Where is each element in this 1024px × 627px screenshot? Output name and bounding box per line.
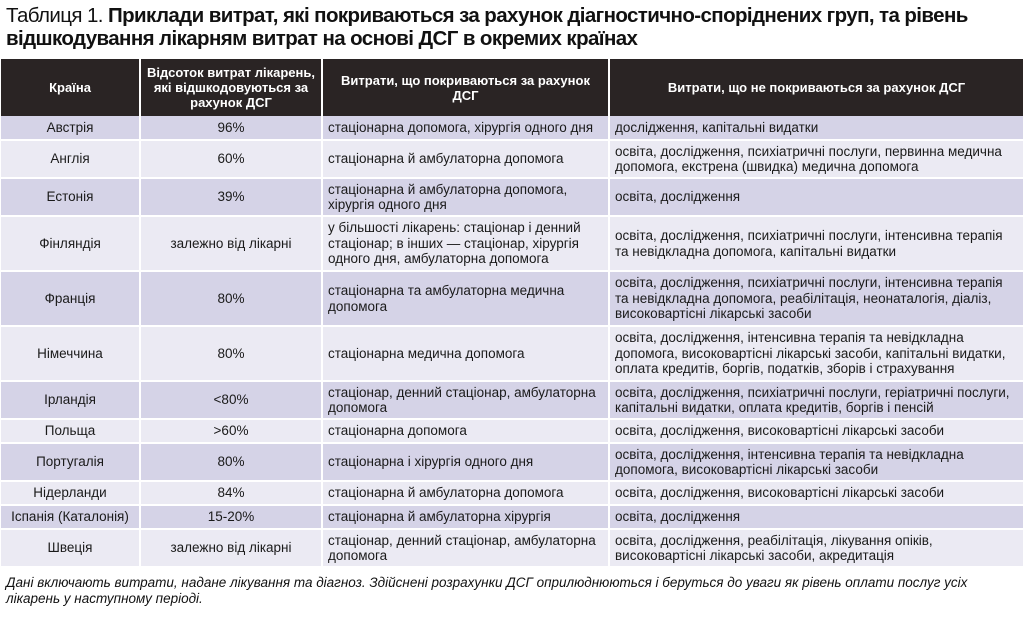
cell-not-covered: освіта, дослідження, інтенсивна терапія та невідкладна допомога, високовартісні лікарські засоби (609, 443, 1023, 481)
cell-covered: стаціонарна допомога (322, 419, 609, 443)
cell-percent: залежно від лікарні (140, 529, 322, 567)
cell-covered: стаціонарна та амбулаторна медична допомога (322, 271, 609, 326)
table-row (1, 140, 1023, 178)
dsg-table (1, 59, 1023, 568)
table-header-row (1, 59, 1023, 116)
cell-country: Естонія (1, 178, 140, 216)
header-not-covered: Витрати, що не покриваються за рахунок ДСГ (609, 59, 1023, 116)
cell-percent: 84% (140, 481, 322, 505)
caption-title: Приклади витрат, які покриваються за рахунок діагностично-споріднених груп, та рівень відшкодування лікарням витрат на основі ДСГ в окремих країнах (6, 4, 968, 50)
cell-covered: стаціонарна й амбулаторна допомога, хірургія одного дня (322, 178, 609, 216)
cell-percent: 80% (140, 443, 322, 481)
cell-not-covered: дослідження, капітальні видатки (609, 116, 1023, 140)
cell-not-covered: освіта, дослідження, психіатричні послуги, геріатричні послуги, капітальні видатки, оплата кредитів, боргів і пенсій (609, 381, 1023, 419)
header-percent: Відсоток витрат лікарень, які відшкодовуються за рахунок ДСГ (140, 59, 322, 116)
cell-country: Німеччина (1, 326, 140, 381)
cell-country: Португалія (1, 443, 140, 481)
header-country: Країна (1, 59, 140, 116)
cell-country: Фінляндія (1, 216, 140, 271)
table-row (1, 216, 1023, 271)
cell-covered: стаціонарна й амбулаторна допомога (322, 140, 609, 178)
cell-covered: стаціонарна допомога, хірургія одного дня (322, 116, 609, 140)
cell-covered: стаціонар, денний стаціонар, амбулаторна допомога (322, 529, 609, 567)
cell-covered: стаціонарна медична допомога (322, 326, 609, 381)
cell-country: Франція (1, 271, 140, 326)
cell-percent: >60% (140, 419, 322, 443)
caption-prefix: Таблиця 1. (6, 4, 103, 27)
cell-percent: 96% (140, 116, 322, 140)
cell-percent: 80% (140, 326, 322, 381)
table-row (1, 326, 1023, 381)
table-body (1, 116, 1023, 567)
cell-not-covered: освіта, дослідження, високовартісні лікарські засоби (609, 481, 1023, 505)
cell-country: Англія (1, 140, 140, 178)
cell-percent: 80% (140, 271, 322, 326)
header-covered: Витрати, що покриваються за рахунок ДСГ (322, 59, 609, 116)
table-row (1, 505, 1023, 529)
cell-not-covered: освіта, дослідження, психіатричні послуги, інтенсивна терапія та невідкладна допомога, капітальні видатки (609, 216, 1023, 271)
table-row (1, 443, 1023, 481)
cell-covered: у більшості лікарень: стаціонар і денний стаціонар; в інших — стаціонар, хірургія одного дня, амбулаторна допомога (322, 216, 609, 271)
table-row (1, 381, 1023, 419)
cell-percent: 39% (140, 178, 322, 216)
cell-not-covered: освіта, дослідження, інтенсивна терапія та невідкладна допомога, високовартісні лікарські засоби, капітальні видатки, оплата кредитів, боргів, податків, зборів і страхування (609, 326, 1023, 381)
cell-not-covered: освіта, дослідження (609, 178, 1023, 216)
cell-percent: 15-20% (140, 505, 322, 529)
cell-country: Ірландія (1, 381, 140, 419)
table-row (1, 271, 1023, 326)
table-row (1, 116, 1023, 140)
cell-not-covered: освіта, дослідження, психіатричні послуги, первинна медична допомога, екстрена (швидка) медична допомога (609, 140, 1023, 178)
table-row (1, 178, 1023, 216)
cell-covered: стаціонар, денний стаціонар, амбулаторна допомога (322, 381, 609, 419)
cell-percent: 60% (140, 140, 322, 178)
cell-percent: <80% (140, 381, 322, 419)
cell-covered: стаціонарна й амбулаторна допомога (322, 481, 609, 505)
table-row (1, 419, 1023, 443)
cell-not-covered: освіта, дослідження, високовартісні лікарські засоби (609, 419, 1023, 443)
table-footnote: Дані включають витрати, надане лікування та діагноз. Здійснені розрахунки ДСГ оприлюднюються і беруться до уваги як рівень оплати послуг усіх лікарень у наступному періоді. (6, 575, 968, 606)
table-row (1, 481, 1023, 505)
cell-covered: стаціонарна й амбулаторна хірургія (322, 505, 609, 529)
table-row (1, 529, 1023, 567)
table-caption (6, 4, 1018, 50)
cell-country: Нідерланди (1, 481, 140, 505)
cell-covered: стаціонарна і хірургія одного дня (322, 443, 609, 481)
cell-percent: залежно від лікарні (140, 216, 322, 271)
cell-not-covered: освіта, дослідження (609, 505, 1023, 529)
cell-not-covered: освіта, дослідження, реабілітація, лікування опіків, високовартісні лікарські засоби, акредитація (609, 529, 1023, 567)
cell-country: Іспанія (Каталонія) (1, 505, 140, 529)
cell-not-covered: освіта, дослідження, психіатричні послуги, інтенсивна терапія та невідкладна допомога, реабілітація, неонаталогія, діаліз, високовартісні лікарські засоби (609, 271, 1023, 326)
cell-country: Австрія (1, 116, 140, 140)
cell-country: Польща (1, 419, 140, 443)
cell-country: Швеція (1, 529, 140, 567)
